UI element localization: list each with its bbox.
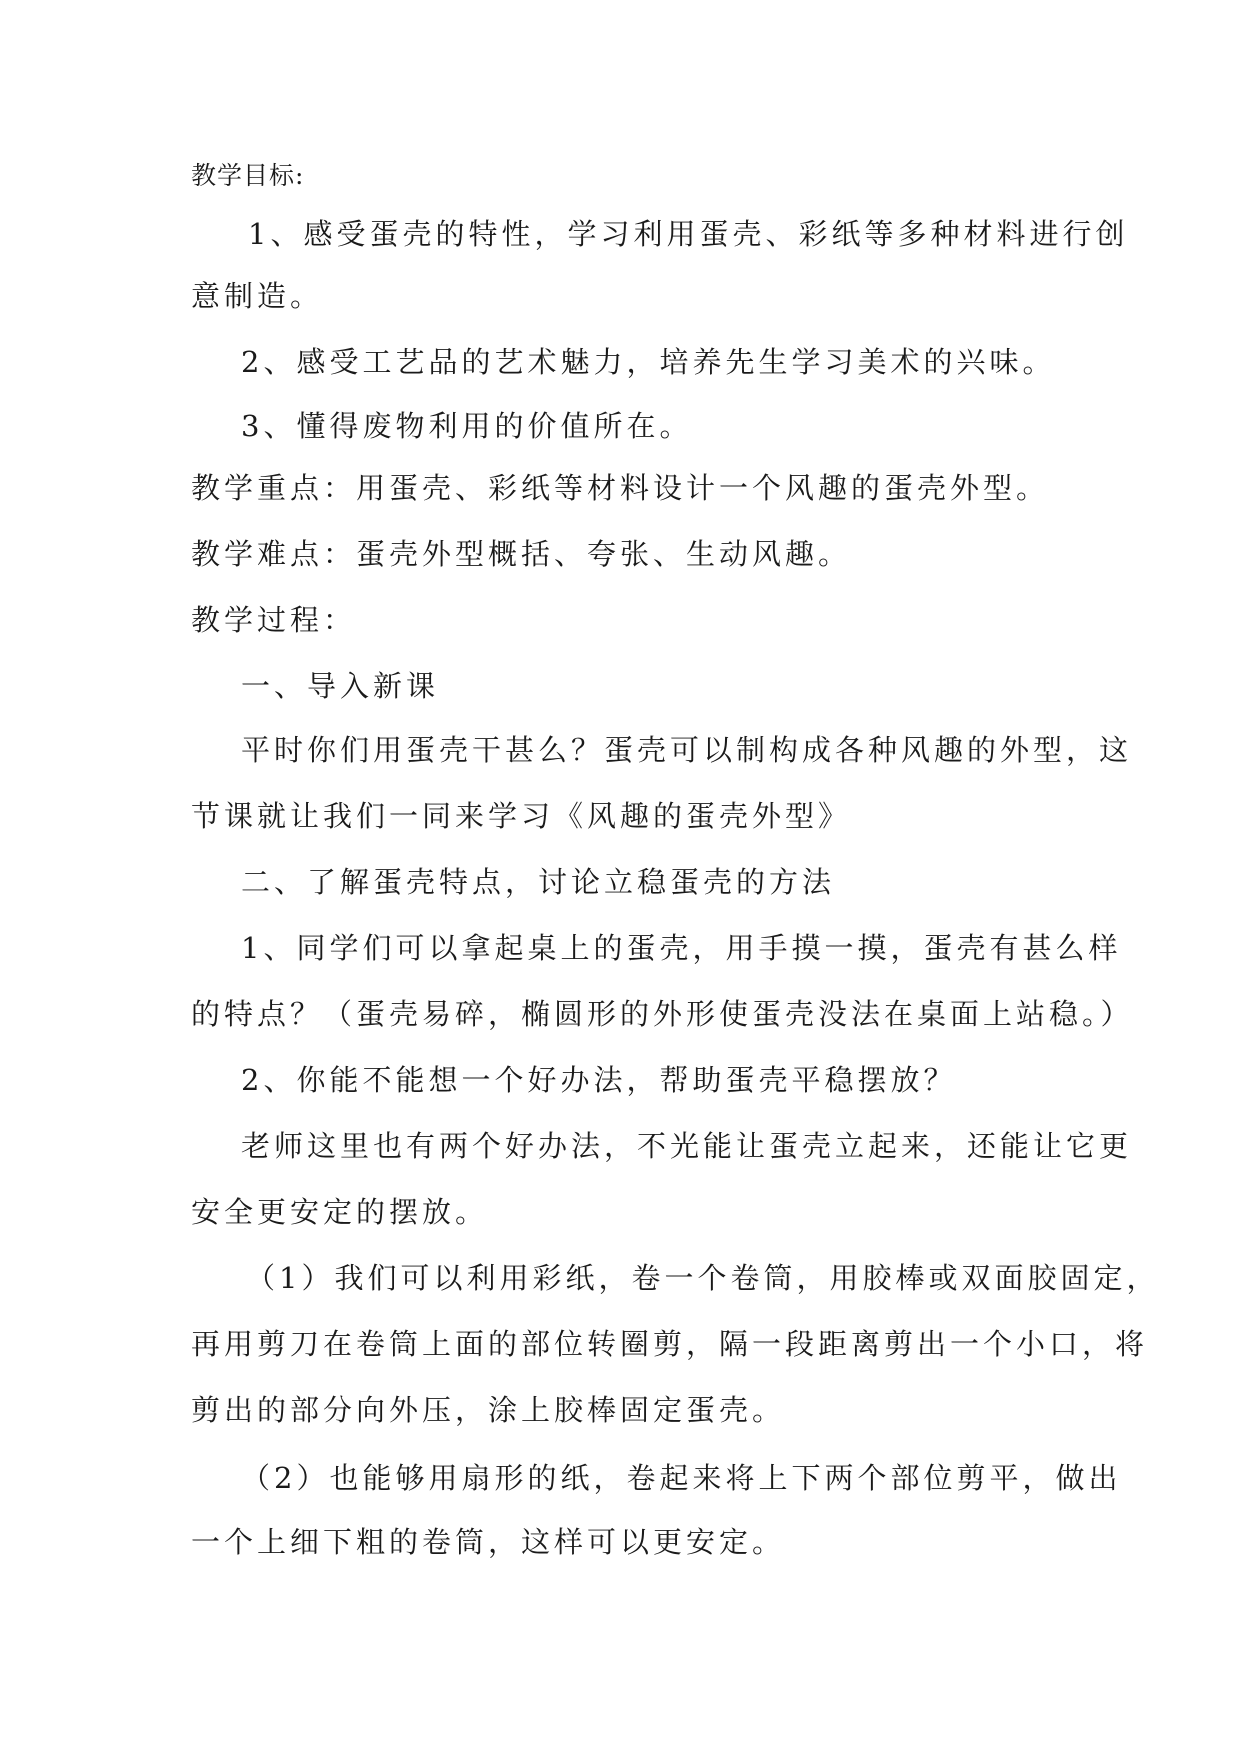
section-2-title: 二、了解蛋壳特点，讨论立稳蛋壳的方法 (241, 865, 836, 899)
method-2-line-1: （2）也能够用扇形的纸，卷起来将上下两个部位剪平，做出 (241, 1461, 1122, 1495)
process-heading: 教学过程： (191, 603, 357, 637)
objective-2: 2、感受工艺品的艺术魅力，培养先生学习美术的兴味。 (241, 345, 1056, 379)
method-2-line-2: 一个上细下粗的卷筒，这样可以更安定。 (191, 1525, 786, 1559)
objective-1-line-2: 意制造。 (191, 279, 324, 313)
key-point: 教学重点：用蛋壳、彩纸等材料设计一个风趣的蛋壳外型。 (191, 471, 1050, 505)
item-1-line-2: 的特点？（蛋壳易碎，椭圆形的外形使蛋壳没法在桌面上站稳。） (191, 997, 1134, 1031)
method-1-line-3: 剪出的部分向外压，涂上胶棒固定蛋壳。 (191, 1393, 786, 1427)
item-2: 2、你能不能想一个好办法，帮助蛋壳平稳摆放？ (241, 1063, 957, 1097)
method-1-line-1: （1）我们可以利用彩纸，卷一个卷筒，用胶棒或双面胶固定， (246, 1261, 1160, 1295)
method-1-line-2: 再用剪刀在卷筒上面的部位转圈剪，隔一段距离剪出一个小口，将 (191, 1327, 1149, 1361)
section-1-para-line-1: 平时你们用蛋壳干甚么？蛋壳可以制构成各种风趣的外型，这 (241, 733, 1133, 767)
section-1-title: 一、导入新课 (241, 669, 440, 703)
item-1-line-1: 1、同学们可以拿起桌上的蛋壳，用手摸一摸，蛋壳有甚么样 (241, 931, 1122, 965)
difficulty: 教学难点：蛋壳外型概括、夸张、生动风趣。 (191, 537, 852, 571)
objective-3: 3、懂得废物利用的价值所在。 (241, 409, 693, 443)
objective-1-line-1: 1、感受蛋壳的特性，学习利用蛋壳、彩纸等多种材料进行创 (248, 217, 1129, 251)
objectives-heading: 教学目标: (191, 161, 305, 190)
teacher-line-1: 老师这里也有两个好办法，不光能让蛋壳立起来，还能让它更 (241, 1129, 1133, 1163)
section-1-para-line-2: 节课就让我们一同来学习《风趣的蛋壳外型》 (191, 799, 852, 833)
teacher-line-2: 安全更安定的摆放。 (191, 1195, 489, 1229)
